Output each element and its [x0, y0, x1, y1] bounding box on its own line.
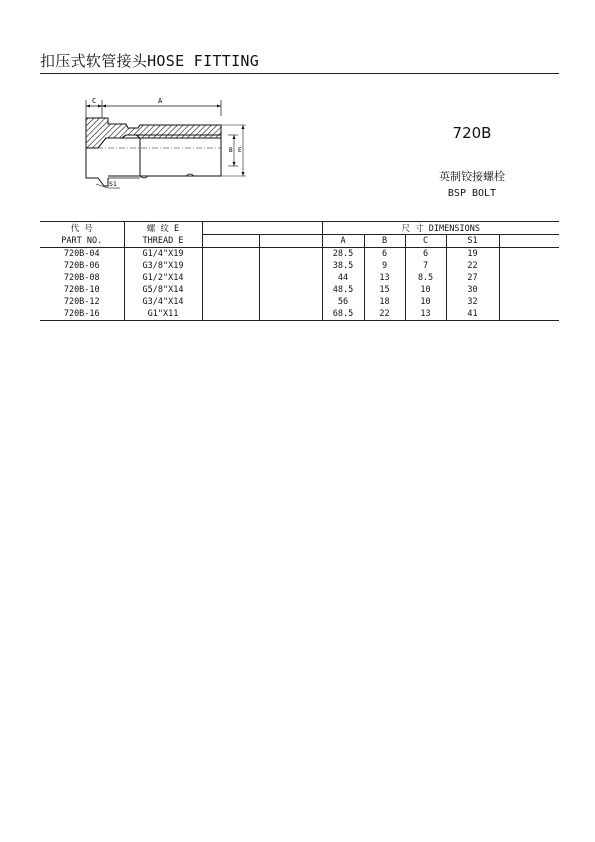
dimension-table — [40, 221, 559, 321]
table-row — [40, 284, 559, 296]
dim-c-label: C — [92, 97, 97, 105]
cell-empty — [499, 272, 559, 284]
cell-c: 10 — [405, 296, 446, 308]
cell-c: 13 — [405, 308, 446, 321]
cell-empty — [202, 284, 259, 296]
cell-empty — [259, 248, 322, 261]
cell-c: 6 — [405, 248, 446, 261]
cell-thread: G1/2"X14 — [124, 272, 202, 284]
table-row — [40, 248, 559, 261]
cell-part: 720B-08 — [63, 273, 100, 283]
cell-empty — [259, 272, 322, 284]
cell-s1: 22 — [446, 260, 499, 272]
cell-a: 68.5 — [322, 308, 364, 321]
cell-c: 7 — [405, 260, 446, 272]
header-part-no: PART NO. — [40, 235, 124, 248]
table-row — [40, 260, 559, 272]
cell-thread: G1"X11 — [124, 308, 202, 321]
cell-s1: 41 — [446, 308, 499, 321]
cell-thread: G1/4"X19 — [124, 248, 202, 261]
fitting-technical-drawing — [78, 94, 258, 198]
cell-part: 720B-06 — [63, 261, 100, 271]
cell-b: 13 — [364, 272, 405, 284]
dim-e-label: E — [238, 147, 242, 154]
cell-s1: 19 — [446, 248, 499, 261]
cell-empty — [259, 284, 322, 296]
cell-empty — [259, 296, 322, 308]
dim-a-label: A — [158, 97, 163, 105]
cell-empty — [202, 296, 259, 308]
product-name-cn: 英制铰接螺栓 — [439, 170, 505, 183]
header-s1: S1 — [446, 235, 499, 248]
cell-a: 56 — [322, 296, 364, 308]
header-a: A — [322, 235, 364, 248]
cell-empty — [499, 308, 559, 321]
header-divider — [40, 73, 559, 74]
cell-empty — [499, 260, 559, 272]
cell-thread: G3/8"X19 — [124, 260, 202, 272]
table-header-row-2 — [40, 235, 559, 248]
dim-b-label: B — [229, 147, 233, 154]
cell-empty — [499, 284, 559, 296]
cell-empty — [202, 260, 259, 272]
page-title: 扣压式软管接头HOSE FITTING — [40, 52, 260, 70]
table-header-row-1 — [40, 222, 559, 235]
cell-s1: 30 — [446, 284, 499, 296]
header-code: 代 号 — [40, 222, 124, 235]
cell-thread: G5/8"X14 — [124, 284, 202, 296]
cell-empty — [202, 308, 259, 321]
cell-empty — [499, 296, 559, 308]
cell-a: 28.5 — [322, 248, 364, 261]
cell-b: 15 — [364, 284, 405, 296]
cell-c: 10 — [405, 284, 446, 296]
header-dimensions: 尺 寸 DIMENSIONS — [322, 222, 559, 235]
cell-empty — [202, 248, 259, 261]
header-c: C — [405, 235, 446, 248]
header-empty-2 — [259, 235, 322, 248]
cell-b: 6 — [364, 248, 405, 261]
cell-empty — [259, 308, 322, 321]
header-blank — [202, 222, 322, 235]
cell-a: 38.5 — [322, 260, 364, 272]
cell-thread: G3/4"X14 — [124, 296, 202, 308]
cell-b: 18 — [364, 296, 405, 308]
header-empty-1 — [202, 235, 259, 248]
table-row — [40, 272, 559, 284]
product-name-en: BSP BOLT — [447, 188, 497, 199]
cell-empty — [499, 248, 559, 261]
model-number: 720B — [452, 124, 492, 142]
cell-b: 22 — [364, 308, 405, 321]
cell-s1: 32 — [446, 296, 499, 308]
cell-part: 720B-12 — [63, 297, 100, 307]
cell-part: 720B-04 — [63, 249, 100, 259]
header-empty-3 — [499, 235, 559, 248]
table-row — [40, 308, 559, 321]
header-b: B — [364, 235, 405, 248]
header-thread-en: THREAD E — [124, 235, 202, 248]
header-thread: 螺 纹 E — [124, 222, 202, 235]
cell-a: 48.5 — [322, 284, 364, 296]
dim-s1-label: S1 — [109, 180, 117, 188]
cell-part: 720B-16 — [40, 308, 124, 321]
cell-a: 44 — [322, 272, 364, 284]
cell-b: 9 — [364, 260, 405, 272]
table-row — [40, 296, 559, 308]
cell-empty — [202, 272, 259, 284]
cell-c: 8.5 — [405, 272, 446, 284]
cell-empty — [259, 260, 322, 272]
cell-s1: 27 — [446, 272, 499, 284]
cell-part: 720B-10 — [63, 285, 100, 295]
